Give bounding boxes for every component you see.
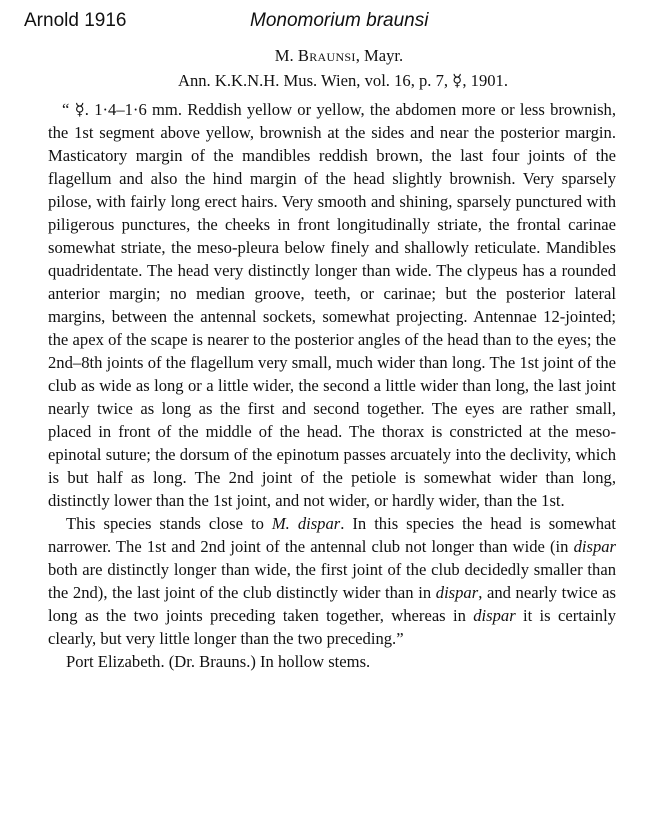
comparison-text-3: both are distinctly longer than wide, the first joint of the club decidedly smaller than the 2nd), the last joint of the club distinctly wider than in bbox=[48, 560, 616, 602]
species-reference: dispar bbox=[473, 606, 516, 625]
document-body bbox=[48, 44, 616, 673]
taxon-genus-initial: M. bbox=[274, 46, 294, 65]
locality-line: Port Elizabeth. (Dr. Brauns.) In hollow stems. bbox=[66, 652, 371, 671]
header-author-year: Arnold 1916 bbox=[24, 10, 127, 31]
comparison-paragraph bbox=[48, 512, 616, 650]
species-reference: dispar bbox=[573, 537, 616, 556]
species-reference: dispar bbox=[435, 583, 479, 602]
header-species-name: Monomorium braunsi bbox=[250, 10, 429, 31]
taxon-author: , Mayr. bbox=[355, 46, 404, 65]
description-paragraph: “ ☿. 1·4–1·6 mm. Reddish yellow or yellow, the abdomen more or less brownish, the 1st segment above yellow, brownish at the sides and near the posterior margin. Masticatory margin of the mandibles reddish brown, the last four joints of the flagellum and also the hind margin of the head slightly brownish. Very sparsely pilose, with fairly long erect hairs. Very smooth and shining, sparsely punctured with piligerous punctures, the cheeks in front longitudinally striate, the frontal carinae somewhat striate, the meso-pleura below finely and shallowly reticulate. Mandibles quadridentate. The head very distinctly longer than wide. The clypeus has a rounded anterior margin; no median groove, teeth, or carinae; but the posterior lateral margins, between the antennal sockets, somewhat projecting. Antennae 12-jointed; the apex of the scape is nearer to the posterior angles of the head than to the eyes; the 2nd–8th joints of the flagellum very small, much wider than long. The 1st joint of the club as wide as long or a little wider, the second a little wider than long, the last joint nearly twice as long as the first and second together. The eyes are rather small, placed in front of the middle of the head. The thorax is constricted at the meso-epinotal suture; the dorsum of the epinotum passes arcuately into the declivity, which is but half as long. The 2nd joint of the petiole is somewhat wider than long, distinctly lower than the 1st joint, and not wider, or hardly wider, than the 1st. bbox=[48, 100, 616, 510]
comparison-text-2: . In this species the head is somewhat narrower. The 1st and 2nd joint of the antennal club not longer than wide (in bbox=[48, 514, 616, 556]
taxon-species-name: Braunsi bbox=[297, 46, 356, 65]
species-reference: M. dispar bbox=[271, 514, 341, 533]
citation-line: Ann. K.K.N.H. Mus. Wien, vol. 16, p. 7, ☿, 1901. bbox=[177, 71, 509, 90]
comparison-text-5: it is certainly clearly, but very little longer than the two preceding.” bbox=[48, 606, 617, 648]
comparison-text-1: This species stands close to bbox=[66, 514, 272, 533]
taxon-heading bbox=[48, 44, 616, 67]
page-header bbox=[0, 0, 666, 34]
comparison-text-4: , and nearly twice as long as the two joints preceding taken together, whereas in bbox=[48, 583, 617, 625]
